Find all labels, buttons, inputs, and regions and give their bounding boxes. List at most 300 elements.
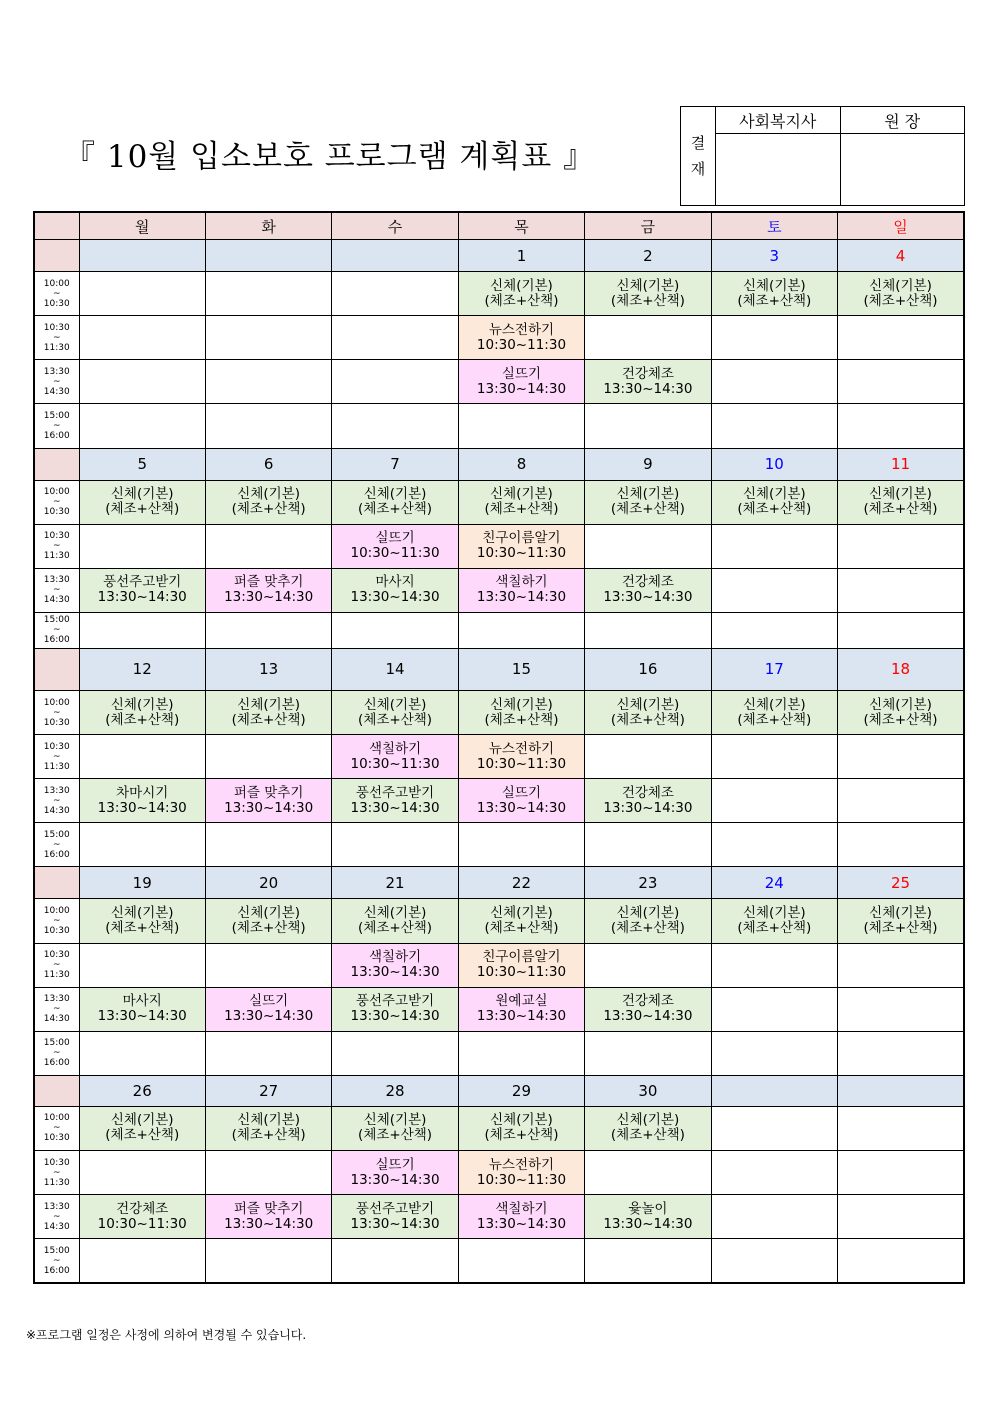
- time-slot-text: 10:00: [43, 697, 70, 708]
- empty-cell: [711, 568, 837, 612]
- time-slot-text: ~: [52, 1211, 61, 1222]
- program-text: 13:30~14:30: [603, 1008, 693, 1025]
- date-cell: 16: [585, 648, 711, 690]
- program-text: 마사지: [122, 993, 162, 1010]
- approval-director-sign[interactable]: [840, 134, 965, 206]
- page-title: 『 10월 입소보호 프로그램 계획표 』: [64, 139, 596, 175]
- empty-cell: [711, 1239, 837, 1283]
- empty-cell: [711, 779, 837, 823]
- date-cell: 8: [458, 448, 584, 480]
- time-slot-text: 10:00: [43, 487, 70, 498]
- time-slot-label: [34, 779, 79, 823]
- day-header: 화: [205, 212, 331, 240]
- date-cell: 10: [711, 448, 837, 480]
- time-slot-text: 10:30: [43, 741, 70, 752]
- time-slot-text: 10:30: [43, 926, 70, 936]
- program-text: 13:30~14:30: [476, 1008, 567, 1025]
- empty-cell: [711, 1195, 837, 1239]
- program-cell: [458, 524, 584, 568]
- time-slot-text: 15:00: [43, 829, 70, 840]
- program-text: (체조+산책): [105, 501, 180, 518]
- time-slot-row: [34, 899, 964, 943]
- program-text: (체조+산책): [231, 501, 306, 518]
- time-slot-row: [34, 480, 964, 524]
- program-cell: [458, 943, 584, 987]
- program-cell: [79, 987, 205, 1031]
- empty-cell: [838, 568, 964, 612]
- program-cell: [458, 316, 584, 360]
- program-text: (체조+산책): [863, 292, 938, 309]
- day-header: 월: [79, 212, 205, 240]
- empty-cell: [711, 1031, 837, 1075]
- program-cell: [585, 1106, 711, 1150]
- program-text: 신체(기본): [363, 905, 427, 921]
- program-text: 실뜨기: [501, 784, 542, 801]
- program-text: 신체(기본): [110, 696, 174, 713]
- program-text: 10:30~11:30: [350, 755, 440, 772]
- program-text: (체조+산책): [610, 711, 685, 728]
- time-slot-text: 10:00: [43, 278, 70, 289]
- program-text: 10:30~11:30: [97, 1215, 187, 1232]
- program-text: 윷놀이: [628, 1200, 668, 1217]
- time-slot-text: 10:00: [43, 1113, 70, 1124]
- date-cell: [205, 240, 331, 272]
- approval-box: [680, 106, 965, 206]
- program-text: 뉴스전하기: [488, 321, 555, 338]
- program-text: (체조+산책): [231, 1127, 306, 1144]
- program-text: 색칠하기: [368, 949, 422, 966]
- date-cell: 2: [585, 240, 711, 272]
- time-slot-row: [34, 360, 964, 404]
- program-text: (체조+산책): [863, 501, 938, 518]
- date-cell: 29: [458, 1075, 584, 1106]
- time-slot-label: [34, 1031, 79, 1075]
- program-cell: [585, 272, 711, 316]
- program-cell: [585, 1195, 711, 1239]
- program-text: (체조+산책): [484, 920, 559, 936]
- time-slot-text: ~: [52, 960, 61, 971]
- empty-cell: [838, 987, 964, 1031]
- program-text: (체조+산책): [610, 501, 685, 518]
- time-slot-text: ~: [52, 707, 61, 718]
- time-slot-row: [34, 1106, 964, 1150]
- time-slot-text: 10:30: [43, 717, 70, 728]
- time-slot-text: 16:00: [43, 430, 70, 441]
- program-text: 13:30~14:30: [350, 589, 440, 606]
- program-text: 신체(기본): [869, 905, 932, 921]
- program-text: 친구이름알기: [482, 530, 561, 547]
- program-text: 13:30~14:30: [97, 589, 187, 606]
- program-text: 신체(기본): [742, 486, 806, 503]
- program-text: 퍼즐 맞추기: [233, 1200, 304, 1217]
- time-slot-row: [34, 612, 964, 648]
- program-cell: [332, 943, 458, 987]
- approval-social-worker-header: 사회복지사: [716, 107, 841, 134]
- program-cell: [585, 691, 711, 735]
- time-slot-text: ~: [52, 332, 61, 343]
- program-cell: [332, 524, 458, 568]
- day-header: 수: [332, 212, 458, 240]
- empty-cell: [711, 612, 837, 648]
- program-text: 10:30~11:30: [476, 964, 567, 981]
- date-cell: [838, 1075, 964, 1106]
- empty-cell: [458, 612, 584, 648]
- program-text: (체조+산책): [737, 292, 812, 309]
- program-cell: [332, 1195, 458, 1239]
- program-cell: [458, 735, 584, 779]
- empty-cell: [332, 612, 458, 648]
- program-cell: [458, 1195, 584, 1239]
- time-slot-text: 14:30: [43, 386, 70, 397]
- date-cell: 19: [79, 867, 205, 899]
- time-slot-text: 13:30: [43, 994, 70, 1005]
- date-cell: 17: [711, 648, 837, 690]
- time-slot-label: [34, 568, 79, 612]
- date-cell: 18: [838, 648, 964, 690]
- program-text: 13:30~14:30: [476, 380, 567, 397]
- date-cell: 9: [585, 448, 711, 480]
- time-slot-text: ~: [52, 1255, 61, 1266]
- program-cell: [205, 1195, 331, 1239]
- program-cell: [711, 272, 837, 316]
- date-cell: 24: [711, 867, 837, 899]
- empty-cell: [711, 316, 837, 360]
- day-header: 토: [711, 212, 837, 240]
- empty-cell: [332, 1239, 458, 1283]
- program-text: (체조+산책): [358, 711, 433, 728]
- program-text: 13:30~14:30: [350, 1008, 440, 1025]
- time-slot-text: 14:30: [43, 1221, 70, 1232]
- empty-cell: [711, 987, 837, 1031]
- program-text: 13:30~14:30: [350, 799, 440, 816]
- program-text: 신체(기본): [742, 277, 806, 294]
- program-text: 신체(기본): [490, 1112, 553, 1129]
- program-cell: [205, 568, 331, 612]
- program-text: (체조+산책): [484, 292, 559, 309]
- empty-cell: [332, 360, 458, 404]
- program-text: 13:30~14:30: [350, 1215, 440, 1232]
- time-slot-text: 16:00: [43, 849, 70, 860]
- approval-side-label: [681, 107, 716, 206]
- corner-cell: [34, 212, 79, 240]
- time-slot-label: [34, 404, 79, 448]
- date-cell: 12: [79, 648, 205, 690]
- empty-cell: [585, 404, 711, 448]
- program-cell: [458, 987, 584, 1031]
- program-cell: [332, 735, 458, 779]
- empty-cell: [838, 735, 964, 779]
- program-cell: [458, 480, 584, 524]
- empty-cell: [458, 1031, 584, 1075]
- program-text: 13:30~14:30: [224, 1215, 314, 1232]
- program-text: 뉴스전하기: [488, 1156, 555, 1173]
- program-text: (체조+산책): [484, 501, 559, 518]
- approval-social-worker-sign[interactable]: [716, 134, 841, 206]
- program-text: 신체(기본): [363, 486, 427, 503]
- program-cell: [79, 691, 205, 735]
- empty-cell: [585, 316, 711, 360]
- program-text: 신체(기본): [490, 696, 553, 713]
- time-slot-row: [34, 987, 964, 1031]
- program-text: (체조+산책): [610, 1127, 685, 1144]
- empty-cell: [711, 404, 837, 448]
- empty-cell: [205, 1031, 331, 1075]
- program-text: 10:30~11:30: [476, 1171, 567, 1188]
- program-text: 실뜨기: [375, 530, 415, 547]
- empty-cell: [458, 404, 584, 448]
- program-text: 13:30~14:30: [224, 1008, 314, 1025]
- time-slot-text: 10:30: [43, 507, 70, 518]
- program-cell: [79, 568, 205, 612]
- time-slot-text: 10:30: [43, 1157, 70, 1168]
- date-cell: [332, 240, 458, 272]
- program-text: (체조+산책): [737, 920, 812, 936]
- date-cell: 7: [332, 448, 458, 480]
- time-slot-text: 14:30: [43, 595, 70, 606]
- program-text: 신체(기본): [869, 486, 932, 503]
- program-text: (체조+산책): [231, 920, 306, 936]
- program-cell: [458, 360, 584, 404]
- program-text: 풍선주고받기: [103, 574, 182, 591]
- program-text: 풍선주고받기: [355, 1200, 435, 1217]
- date-cell: 23: [585, 867, 711, 899]
- time-slot-row: [34, 735, 964, 779]
- program-cell: [458, 1106, 584, 1150]
- empty-cell: [79, 1150, 205, 1194]
- empty-cell: [711, 823, 837, 867]
- program-cell: [458, 899, 584, 943]
- program-cell: [332, 480, 458, 524]
- date-cell: 11: [838, 448, 964, 480]
- program-text: 풍선주고받기: [355, 993, 435, 1010]
- time-slot-row: [34, 1150, 964, 1194]
- time-slot-row: [34, 568, 964, 612]
- empty-cell: [838, 316, 964, 360]
- empty-cell: [838, 943, 964, 987]
- program-cell: [585, 360, 711, 404]
- program-text: 색칠하기: [495, 1200, 548, 1217]
- program-cell: [205, 691, 331, 735]
- empty-cell: [79, 360, 205, 404]
- program-text: 퍼즐 맞추기: [233, 784, 304, 801]
- time-slot-text: 16:00: [43, 1058, 70, 1069]
- program-text: 마사지: [375, 574, 415, 591]
- time-slot-text: 15:00: [43, 410, 70, 421]
- program-text: 신체(기본): [363, 1112, 427, 1129]
- time-slot-text: ~: [52, 541, 61, 552]
- empty-cell: [838, 823, 964, 867]
- empty-cell: [458, 1239, 584, 1283]
- program-cell: [838, 899, 964, 943]
- program-cell: [711, 480, 837, 524]
- empty-cell: [205, 272, 331, 316]
- program-cell: [79, 779, 205, 823]
- date-row-corner: [34, 448, 79, 480]
- time-slot-text: ~: [52, 916, 61, 926]
- program-cell: [585, 568, 711, 612]
- time-slot-row: [34, 823, 964, 867]
- program-text: 10:30~11:30: [476, 336, 567, 353]
- time-slot-label: [34, 691, 79, 735]
- time-slot-row: [34, 943, 964, 987]
- program-text: 색칠하기: [495, 574, 548, 591]
- day-header: 금: [585, 212, 711, 240]
- time-slot-text: 15:00: [43, 1245, 70, 1256]
- empty-cell: [79, 272, 205, 316]
- program-cell: [332, 779, 458, 823]
- schedule-table: [33, 211, 965, 1284]
- time-slot-text: 10:00: [43, 906, 70, 916]
- approval-director-header: 원 장: [840, 107, 965, 134]
- empty-cell: [205, 316, 331, 360]
- program-cell: [458, 568, 584, 612]
- empty-cell: [585, 1239, 711, 1283]
- empty-cell: [79, 316, 205, 360]
- time-slot-label: [34, 943, 79, 987]
- empty-cell: [838, 1031, 964, 1075]
- program-text: 신체(기본): [869, 277, 932, 294]
- approval-side-char: 재: [690, 160, 706, 178]
- empty-cell: [585, 612, 711, 648]
- program-text: 원예교실: [495, 993, 548, 1010]
- time-slot-row: [34, 404, 964, 448]
- program-text: 13:30~14:30: [476, 799, 567, 816]
- program-text: 차마시기: [116, 784, 169, 801]
- empty-cell: [332, 316, 458, 360]
- empty-cell: [585, 1031, 711, 1075]
- time-slot-text: ~: [52, 288, 61, 299]
- program-text: (체조+산책): [484, 711, 559, 728]
- empty-cell: [205, 1239, 331, 1283]
- date-cell: 4: [838, 240, 964, 272]
- empty-cell: [332, 404, 458, 448]
- program-text: 13:30~14:30: [603, 589, 693, 606]
- time-slot-row: [34, 272, 964, 316]
- date-cell: 21: [332, 867, 458, 899]
- time-slot-row: [34, 1031, 964, 1075]
- program-text: (체조+산책): [105, 711, 180, 728]
- time-slot-label: [34, 1195, 79, 1239]
- time-slot-row: [34, 1239, 964, 1283]
- program-text: 13:30~14:30: [97, 1008, 187, 1025]
- program-cell: [838, 691, 964, 735]
- date-row-corner: [34, 648, 79, 690]
- program-cell: [711, 691, 837, 735]
- program-text: 신체(기본): [363, 696, 427, 713]
- time-slot-text: ~: [52, 839, 61, 850]
- program-text: 신체(기본): [742, 905, 806, 921]
- date-cell: 15: [458, 648, 584, 690]
- time-slot-text: 11:30: [43, 342, 70, 353]
- program-text: 13:30~14:30: [224, 799, 314, 816]
- time-slot-label: [34, 480, 79, 524]
- time-slot-text: 14:30: [43, 805, 70, 816]
- time-slot-text: ~: [52, 497, 61, 508]
- approval-side-char: 결: [690, 134, 706, 152]
- empty-cell: [711, 735, 837, 779]
- footnote: ※프로그램 일정은 사정에 의하여 변경될 수 있습니다.: [26, 1328, 307, 1342]
- time-slot-label: [34, 735, 79, 779]
- time-slot-text: ~: [52, 585, 61, 596]
- time-slot-text: ~: [52, 625, 61, 636]
- time-slot-label: [34, 987, 79, 1031]
- date-cell: 14: [332, 648, 458, 690]
- empty-cell: [711, 1106, 837, 1150]
- time-slot-text: 13:30: [43, 785, 70, 796]
- time-slot-label: [34, 899, 79, 943]
- time-slot-text: 11:30: [43, 761, 70, 772]
- empty-cell: [711, 360, 837, 404]
- program-cell: [458, 691, 584, 735]
- date-cell: 25: [838, 867, 964, 899]
- date-cell: 26: [79, 1075, 205, 1106]
- program-text: 신체(기본): [237, 696, 300, 713]
- program-text: 10:30~11:30: [476, 755, 567, 772]
- time-slot-text: 16:00: [43, 635, 70, 646]
- program-text: 신체(기본): [490, 277, 553, 294]
- empty-cell: [332, 1031, 458, 1075]
- date-cell: 22: [458, 867, 584, 899]
- time-slot-label: [34, 1106, 79, 1150]
- empty-cell: [585, 524, 711, 568]
- time-slot-text: 10:30: [43, 322, 70, 333]
- time-slot-text: 11:30: [43, 1177, 70, 1188]
- empty-cell: [332, 272, 458, 316]
- date-cell: 30: [585, 1075, 711, 1106]
- empty-cell: [711, 524, 837, 568]
- program-text: 신체(기본): [742, 696, 806, 713]
- time-slot-label: [34, 612, 79, 648]
- time-slot-text: 11:30: [43, 970, 70, 981]
- time-slot-text: 13:30: [43, 366, 70, 377]
- empty-cell: [458, 823, 584, 867]
- program-text: 13:30~14:30: [603, 1215, 693, 1232]
- time-slot-text: 16:00: [43, 1265, 70, 1276]
- time-slot-row: [34, 524, 964, 568]
- time-slot-label: [34, 1150, 79, 1194]
- program-text: 신체(기본): [490, 905, 553, 921]
- date-row: [34, 1075, 964, 1106]
- time-slot-text: 15:00: [43, 1038, 70, 1049]
- program-text: 신체(기본): [616, 486, 680, 503]
- empty-cell: [838, 404, 964, 448]
- date-cell: 13: [205, 648, 331, 690]
- empty-cell: [711, 943, 837, 987]
- empty-cell: [585, 1150, 711, 1194]
- program-cell: [205, 899, 331, 943]
- empty-cell: [205, 1150, 331, 1194]
- program-cell: [79, 480, 205, 524]
- empty-cell: [79, 1239, 205, 1283]
- empty-cell: [79, 823, 205, 867]
- program-text: 신체(기본): [616, 905, 680, 921]
- program-cell: [711, 899, 837, 943]
- program-cell: [838, 272, 964, 316]
- time-slot-row: [34, 691, 964, 735]
- program-cell: [332, 691, 458, 735]
- program-text: 색칠하기: [368, 740, 422, 757]
- time-slot-row: [34, 779, 964, 823]
- empty-cell: [838, 779, 964, 823]
- program-text: 13:30~14:30: [603, 799, 693, 816]
- program-text: (체조+산책): [358, 920, 433, 936]
- date-cell: 20: [205, 867, 331, 899]
- program-text: (체조+산책): [484, 1127, 559, 1144]
- date-row: [34, 448, 964, 480]
- time-slot-text: ~: [52, 795, 61, 806]
- program-cell: [585, 779, 711, 823]
- program-text: (체조+산책): [358, 1127, 433, 1144]
